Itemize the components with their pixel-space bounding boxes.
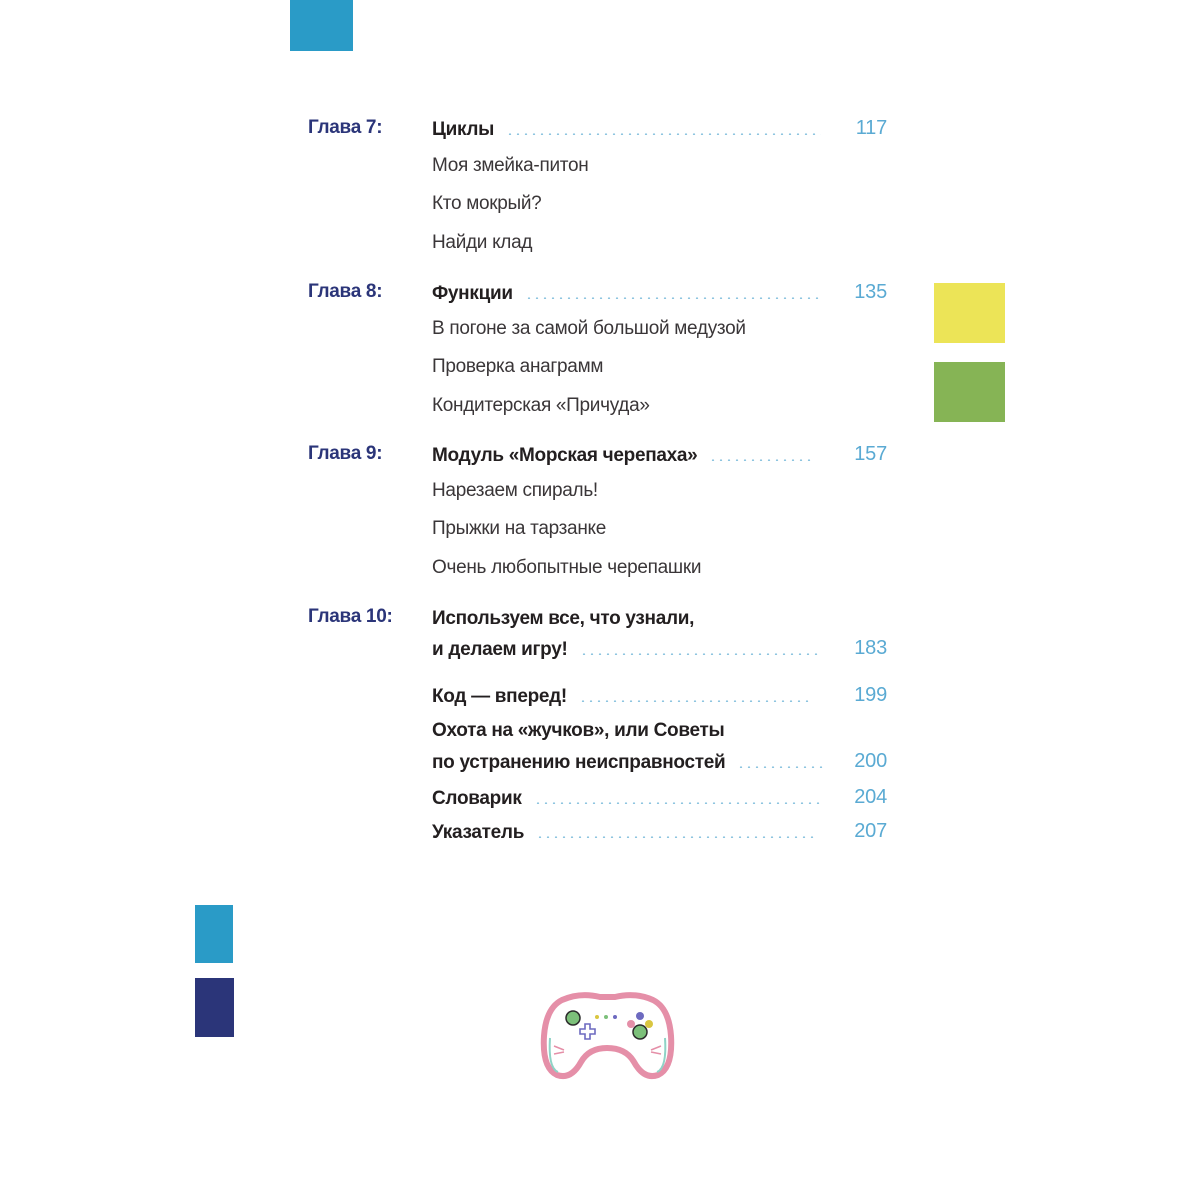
leader-dots bbox=[536, 836, 816, 838]
page-number: 135 bbox=[854, 281, 887, 303]
appendix-title-text: Словарик bbox=[432, 788, 522, 809]
appendix-title-text: Код — вперед! bbox=[432, 686, 567, 707]
leader-dots bbox=[737, 766, 823, 768]
chapter-label: Глава 8: bbox=[308, 281, 383, 302]
subsection-item[interactable]: Кондитерская «Причуда» bbox=[432, 395, 650, 416]
decorative-block-green bbox=[934, 362, 1005, 422]
decorative-block-yellow bbox=[934, 283, 1005, 343]
subsection-item[interactable]: Очень любопытные черепашки bbox=[432, 557, 702, 578]
subsection-item[interactable]: Моя змейка-питон bbox=[432, 155, 589, 176]
chapter-label: Глава 9: bbox=[308, 443, 383, 464]
page-number: 199 bbox=[854, 684, 887, 706]
leader-dots bbox=[579, 700, 812, 702]
page-number: 157 bbox=[854, 443, 887, 465]
decorative-block-navy-bottom bbox=[195, 978, 234, 1037]
appendix-title-line-1[interactable]: Охота на «жучков», или Советы bbox=[432, 720, 725, 741]
page-number: 117 bbox=[855, 117, 887, 139]
decorative-block-cyan-top bbox=[290, 0, 353, 51]
decorative-block-cyan-bottom bbox=[195, 905, 233, 963]
subsection-item[interactable]: Нарезаем спираль! bbox=[432, 480, 598, 501]
chapter-title-text: Модуль «Морская черепаха» bbox=[432, 445, 698, 466]
chapter-title[interactable] bbox=[432, 281, 821, 307]
page-number: 204 bbox=[854, 786, 887, 808]
appendix-title-text: по устранению неисправностей bbox=[432, 752, 726, 773]
chapter-title-text: Функции bbox=[432, 283, 513, 304]
gamepad-icon bbox=[540, 988, 675, 1083]
leader-dots bbox=[534, 802, 822, 804]
subsection-item[interactable]: Прыжки на тарзанке bbox=[432, 518, 607, 539]
subsection-item[interactable]: В погоне за самой большой медузой bbox=[432, 318, 746, 339]
chapter-title[interactable] bbox=[432, 443, 813, 469]
subsection-item[interactable]: Найди клад bbox=[432, 232, 533, 253]
leader-dots bbox=[709, 459, 813, 461]
subsection-item[interactable]: Кто мокрый? bbox=[432, 193, 542, 214]
page-number: 207 bbox=[854, 820, 887, 842]
appendix-title-text: Указатель bbox=[432, 822, 525, 843]
chapter-label: Глава 7: bbox=[308, 117, 383, 138]
leader-dots bbox=[580, 653, 818, 655]
page-number: 200 bbox=[854, 750, 887, 772]
subsection-item[interactable]: Проверка анаграмм bbox=[432, 356, 604, 377]
appendix-title-line-2[interactable] bbox=[432, 750, 823, 776]
leader-dots bbox=[525, 297, 821, 299]
page-number: 183 bbox=[854, 637, 887, 659]
appendix-title[interactable] bbox=[432, 786, 822, 812]
chapter-title-line-1[interactable]: Используем все, что узнали, bbox=[432, 608, 695, 629]
chapter-label: Глава 10: bbox=[308, 606, 393, 627]
chapter-title-text: и делаем игру! bbox=[432, 639, 568, 660]
appendix-title[interactable] bbox=[432, 820, 816, 846]
chapter-title-text: Циклы bbox=[432, 119, 495, 140]
leader-dots bbox=[506, 133, 821, 135]
chapter-title-line-2[interactable] bbox=[432, 637, 818, 663]
appendix-title[interactable] bbox=[432, 684, 812, 710]
chapter-title[interactable] bbox=[432, 117, 821, 143]
